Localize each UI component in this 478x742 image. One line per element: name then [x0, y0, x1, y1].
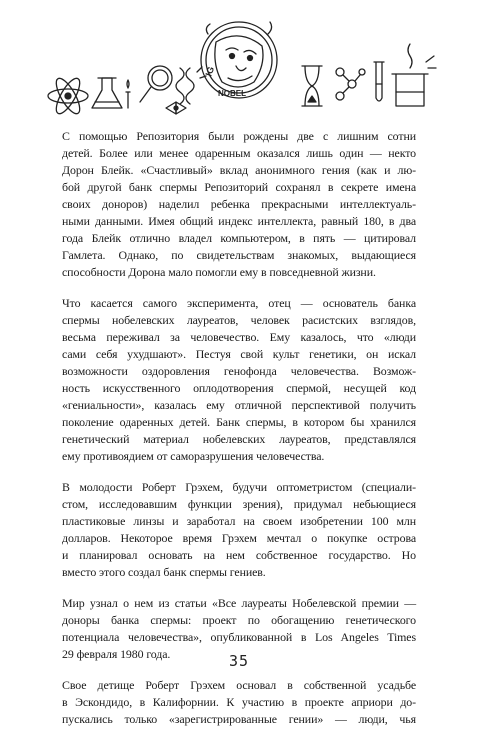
text-line: поколение одаренных детей. Банк спермы, в котором бы хранился [62, 415, 416, 429]
text-line: Мир узнал о нем из статьи «Все лауреаты Нобелевской премии — [62, 596, 416, 610]
text-line: своих доноров) наделил ребенка прекрасными интеллектуаль- [62, 197, 416, 211]
beaker-icon [392, 44, 436, 106]
text-line: весьма переживал за человечество. Ему казалось, что «люди [62, 330, 416, 344]
page-number: 35 [228, 652, 250, 670]
text-line: пластиковые линзы и заработал на своем изобретении 100 млн [62, 514, 416, 528]
text-line: вместо этого создал банк спермы гениев. [62, 565, 266, 579]
bow-tie-icon [166, 102, 186, 114]
text-line: стом, исследовавшим функции зрения), придумал небьющиеся [62, 497, 416, 511]
text-line: Гамлета. Однако, по свидетельствам знакомых, выдающиеся [62, 248, 416, 262]
test-tube-icon [374, 62, 384, 101]
text-line: бой другой банк спермы Репозиторий сохранял в секрете имена [62, 180, 416, 194]
body-text [62, 128, 416, 742]
text-line: года Блейк отлично владел компьютером, в пять — цитировал [62, 231, 416, 245]
text-line: сами себя ухудшают». Пестуя свой культ генетики, он искал [62, 347, 416, 361]
molecule-icon [336, 68, 365, 100]
text-line: ность искусственного оплодотворения спермой, несущей код [62, 381, 416, 395]
dna-icon [176, 67, 206, 104]
text-line: ными данными. Имея общий индекс интеллекта, равный 180, в два [62, 214, 416, 228]
paragraph [62, 479, 416, 581]
svg-text:NOBEL: NOBEL [218, 89, 246, 98]
text-line: Дорон Блейк. «Счастливый» вклад анонимного гения (как и лю- [62, 163, 416, 177]
text-line: спермы нобелевских лауреатов, человек расистских взглядов, [62, 313, 416, 327]
paragraph [62, 677, 416, 728]
magnifier-icon [140, 66, 172, 102]
text-line: и планировал основать на нем собственное государство. Но [62, 548, 416, 562]
text-line: потенциала человечества», опубликованной в Los Angeles Times [62, 630, 416, 644]
text-line: «гениальности», казалась ему отличной перспективой получить [62, 398, 416, 412]
paragraph [62, 128, 416, 281]
header-illustration [40, 12, 438, 120]
atom-icon [48, 75, 88, 117]
text-line: пускались только «зарегистрированные гении» — люди, чья [62, 712, 416, 726]
text-line: ему противоядием от саморазрушения человечества. [62, 449, 325, 463]
flask-icon [92, 78, 130, 108]
text-line: Что касается самого эксперимента, отец — основатель банка [62, 296, 416, 310]
ig-nobel-emblem-icon [201, 22, 277, 98]
text-line: доноры банка спермы: проект по обогащению генетического [62, 613, 416, 627]
text-line: В молодости Роберт Грэхем, будучи оптометристом (специали- [62, 480, 416, 494]
text-line: детей. Более или менее одаренным оказался лишь один — некто [62, 146, 416, 160]
text-line: долларов. Некоторое время Грэхем мечтал о покупке острова [62, 531, 416, 545]
text-line: 29 февраля 1980 года. [62, 647, 171, 661]
hourglass-icon [302, 66, 322, 106]
svg-text:IG: IG [203, 65, 217, 78]
text-line: генетический материал нобелевских лауреатов, представлялся [62, 432, 416, 446]
text-line: Свое детище Роберт Грэхем основал в собственной усадьбе [62, 678, 416, 692]
text-line: С помощью Репозитория были рождены две с лишним сотни [62, 129, 416, 143]
text-line: возможности оздоровления генофонда человечества. Возмож- [62, 364, 416, 378]
text-line: в Эскондидо, в Калифорнии. К участию в проекте априори до- [62, 695, 416, 709]
text-line: способности Дорона мало помогли ему в повседневной жизни. [62, 265, 376, 279]
paragraph [62, 295, 416, 465]
